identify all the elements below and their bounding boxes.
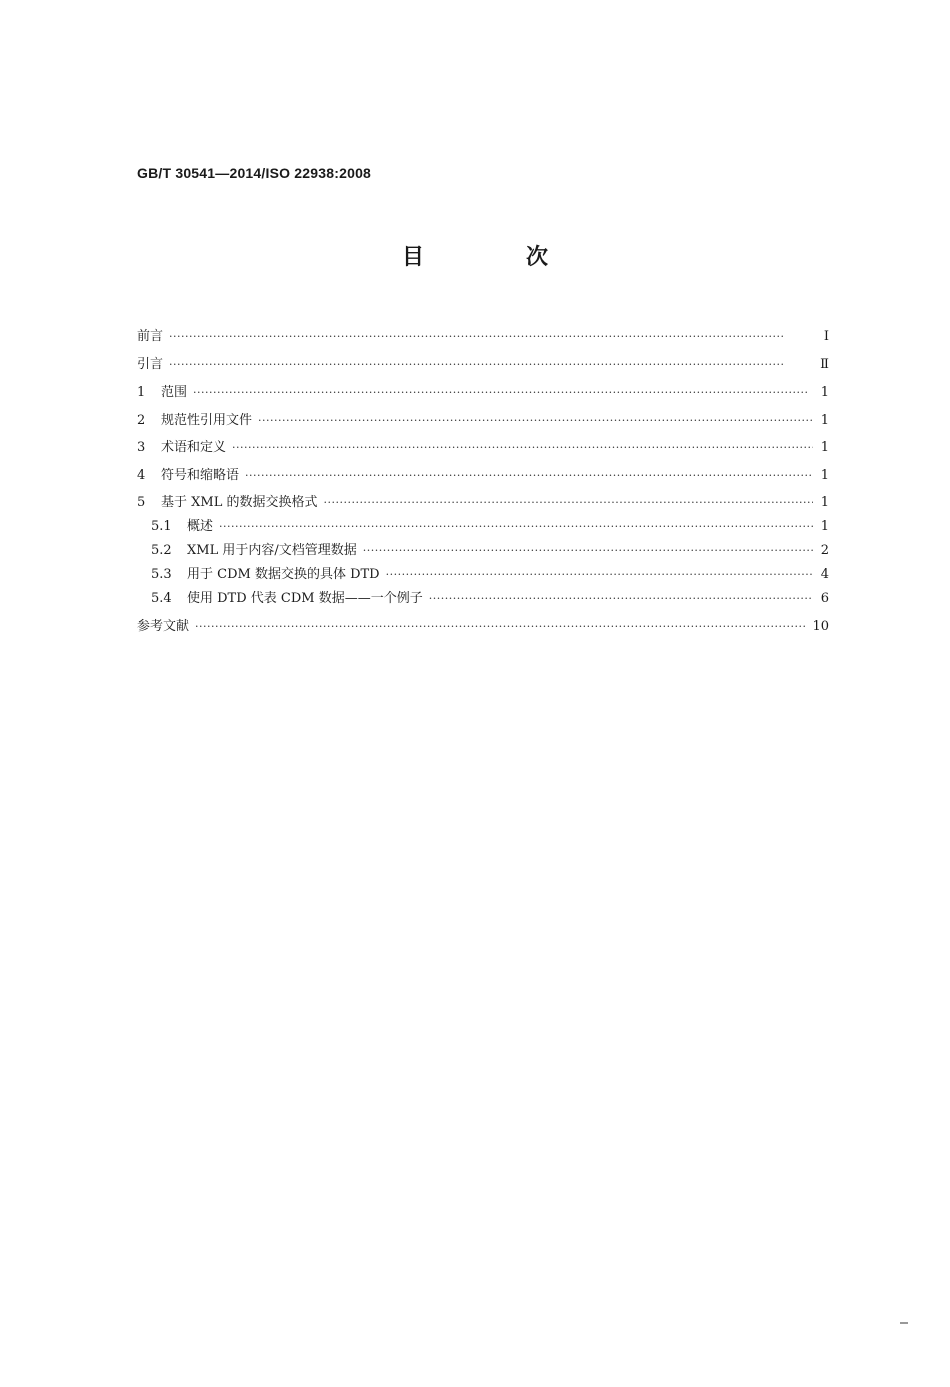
toc-number: 4 bbox=[137, 468, 146, 483]
toc-page: 1 bbox=[820, 495, 829, 510]
toc-number: 1 bbox=[137, 385, 146, 400]
toc-entry-5-3[interactable] bbox=[137, 558, 829, 582]
leader-dots bbox=[169, 330, 813, 344]
leader-dots bbox=[169, 358, 813, 372]
standard-code: GB/T 30541—2014/ISO 22938:2008 bbox=[137, 165, 372, 181]
toc-page: 4 bbox=[820, 567, 829, 582]
leader-dots bbox=[232, 441, 813, 455]
toc-number: 2 bbox=[137, 413, 146, 428]
toc-page: 1 bbox=[820, 440, 829, 455]
toc-entry-2[interactable] bbox=[137, 400, 829, 428]
toc-number: 3 bbox=[137, 440, 146, 455]
toc-label: 使用 DTD 代表 CDM 数据——一个例子 bbox=[187, 591, 423, 606]
toc-label: 基于 XML 的数据交换格式 bbox=[161, 495, 318, 510]
leader-dots bbox=[258, 414, 813, 428]
leader-dots bbox=[195, 620, 806, 634]
table-of-contents bbox=[137, 316, 829, 634]
toc-number: 5.1 bbox=[151, 519, 172, 534]
toc-label: 参考文献 bbox=[137, 619, 190, 634]
toc-page: 1 bbox=[820, 468, 829, 483]
toc-page: 6 bbox=[820, 591, 829, 606]
leader-dots bbox=[245, 469, 813, 483]
toc-entry-5-4[interactable] bbox=[137, 582, 829, 606]
toc-number: 5.2 bbox=[151, 543, 172, 558]
leader-dots bbox=[429, 592, 813, 606]
toc-page: Ⅱ bbox=[820, 357, 829, 372]
toc-page: 1 bbox=[820, 413, 829, 428]
toc-label: 用于 CDM 数据交换的具体 DTD bbox=[187, 567, 380, 582]
toc-label: 术语和定义 bbox=[161, 440, 227, 455]
scan-speck bbox=[900, 1322, 908, 1324]
toc-page: 1 bbox=[820, 519, 829, 534]
toc-entry-5-1[interactable] bbox=[137, 510, 829, 534]
toc-label: 规范性引用文件 bbox=[161, 413, 253, 428]
toc-entry-4[interactable] bbox=[137, 455, 829, 483]
toc-entry-1[interactable] bbox=[137, 372, 829, 400]
leader-dots bbox=[386, 568, 813, 582]
leader-dots bbox=[193, 386, 813, 400]
leader-dots bbox=[323, 496, 813, 510]
toc-label: 范围 bbox=[161, 385, 188, 400]
toc-entry-foreword[interactable] bbox=[137, 316, 829, 344]
toc-number: 5.3 bbox=[151, 567, 172, 582]
toc-page: 2 bbox=[820, 543, 829, 558]
toc-entry-5[interactable] bbox=[137, 483, 829, 510]
toc-entry-bibliography[interactable] bbox=[137, 606, 829, 634]
toc-page: Ⅰ bbox=[823, 329, 829, 344]
toc-label: 概述 bbox=[187, 519, 214, 534]
leader-dots bbox=[219, 520, 813, 534]
toc-entry-3[interactable] bbox=[137, 428, 829, 455]
toc-label: 符号和缩略语 bbox=[161, 468, 240, 483]
toc-number: 5.4 bbox=[151, 591, 172, 606]
toc-entry-introduction[interactable] bbox=[137, 344, 829, 372]
page-title: 目 次 bbox=[401, 245, 588, 270]
toc-number: 5 bbox=[137, 495, 146, 510]
toc-label: 引言 bbox=[137, 357, 164, 372]
toc-page: 1 bbox=[820, 385, 829, 400]
toc-page: 10 bbox=[812, 619, 829, 634]
leader-dots bbox=[363, 544, 813, 558]
toc-entry-5-2[interactable] bbox=[137, 534, 829, 558]
toc-label: 前言 bbox=[137, 329, 164, 344]
toc-label: XML 用于内容/文档管理数据 bbox=[187, 543, 357, 558]
